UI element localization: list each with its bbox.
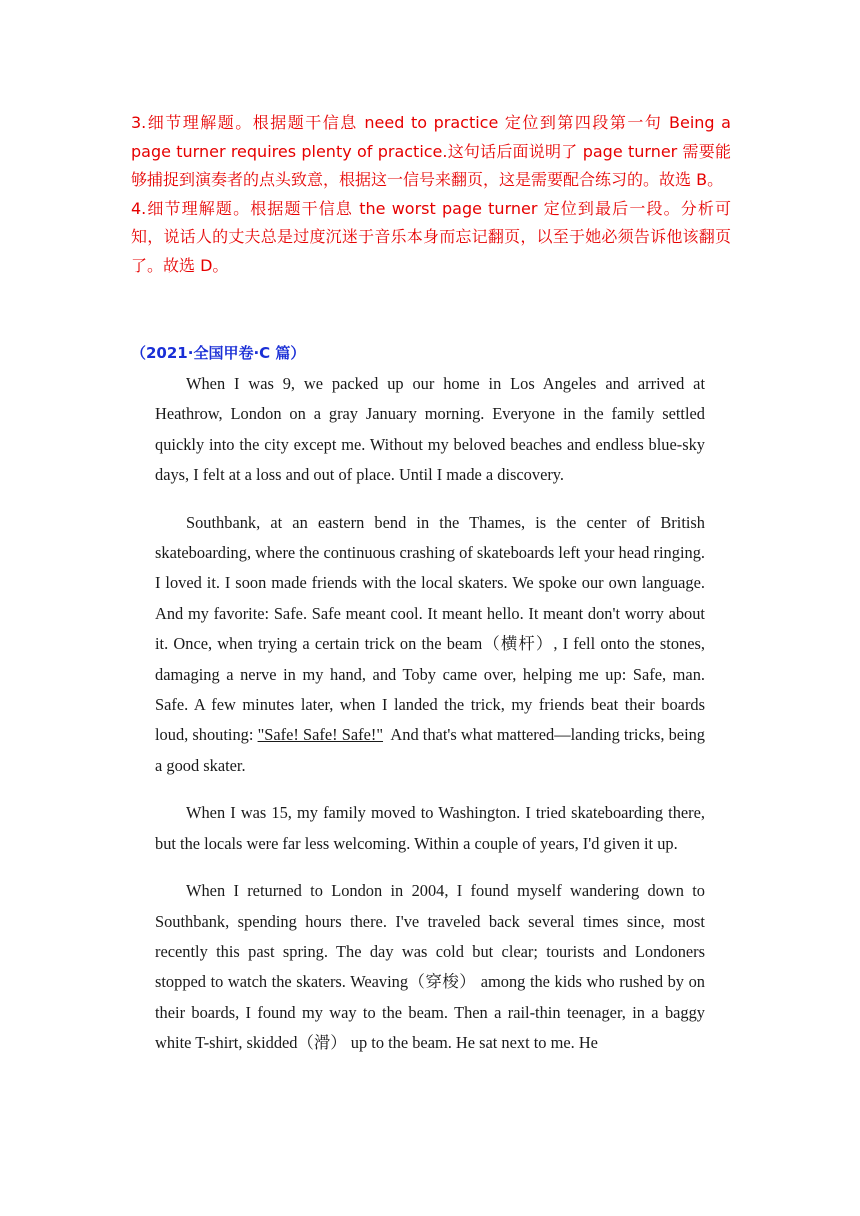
paragraph-2	[155, 508, 710, 782]
passage-source-heading: （2021·全国甲卷·C 篇）	[131, 344, 306, 362]
explanation-3: 3.细节理解题。根据题干信息 need to practice 定位到第四段第一句 Being a page turner requires plenty of practice.这句话后面说明了 page turner 需要能够捕捉到演奏者的点头致意，根据这一信号来翻页，这是需要配合练习的。故选 B。	[131, 113, 731, 189]
paragraph-4: When I returned to London in 2004, I found myself wandering down to Southbank, spending hours there. I've traveled back several times since, most recently this past spring. The day was cold but clear; tourists and Londoners stopped to watch the skaters. Weaving（穿梭） among the kids who rushed by on their boards, I found my way to the beam. Then a rail-thin teenager, in a baggy white T-shirt, skidded（滑） up to the beam. He sat next to me. He	[155, 881, 705, 1053]
explanation-4: 4.细节理解题。根据题干信息 the worst page turner 定位到最后一段。分析可知，说话人的丈夫总是过度沉迷于音乐本身而忘记翻页，以至于她必须告诉他该翻页了。故选 D。	[131, 198, 731, 275]
reading-passage	[155, 369, 710, 1076]
answer-explanations	[131, 109, 731, 280]
paragraph-2-end: And that's what mattered—landing tricks, being a good skater.	[155, 725, 710, 775]
paragraph-3: When I was 15, my family moved to Washington. I tried skateboarding there, but the locals were far less welcoming. Within a couple of years, I'd given it up.	[155, 803, 705, 853]
paragraph-1: When I was 9, we packed up our home in Los Angeles and arrived at Heathrow, London on a gray January morning. Everyone in the family settled quickly into the city except me. Without my beloved beaches and endless blue-sky days, I felt at a loss and out of place. Until I made a discovery.	[155, 374, 705, 485]
paragraph-2-text: Southbank, at an eastern bend in the Thames, is the center of British skateboarding, where the continuous crashing of skateboards left your head ringing. I loved it. I soon made friends with the local skaters. We spoke our own language. And my favorite: Safe. Safe meant cool. It meant hello. It meant don't worry about it. Once, when trying a certain trick on the beam（横杆）, I fell onto the stones, damaging a nerve in my hand, and Toby came over, helping me up: Safe, man. Safe. A few minutes later, when I landed the trick, my friends beat their boards loud, shouting:	[155, 512, 705, 745]
underlined-quote: "Safe! Safe! Safe!"	[257, 725, 384, 745]
